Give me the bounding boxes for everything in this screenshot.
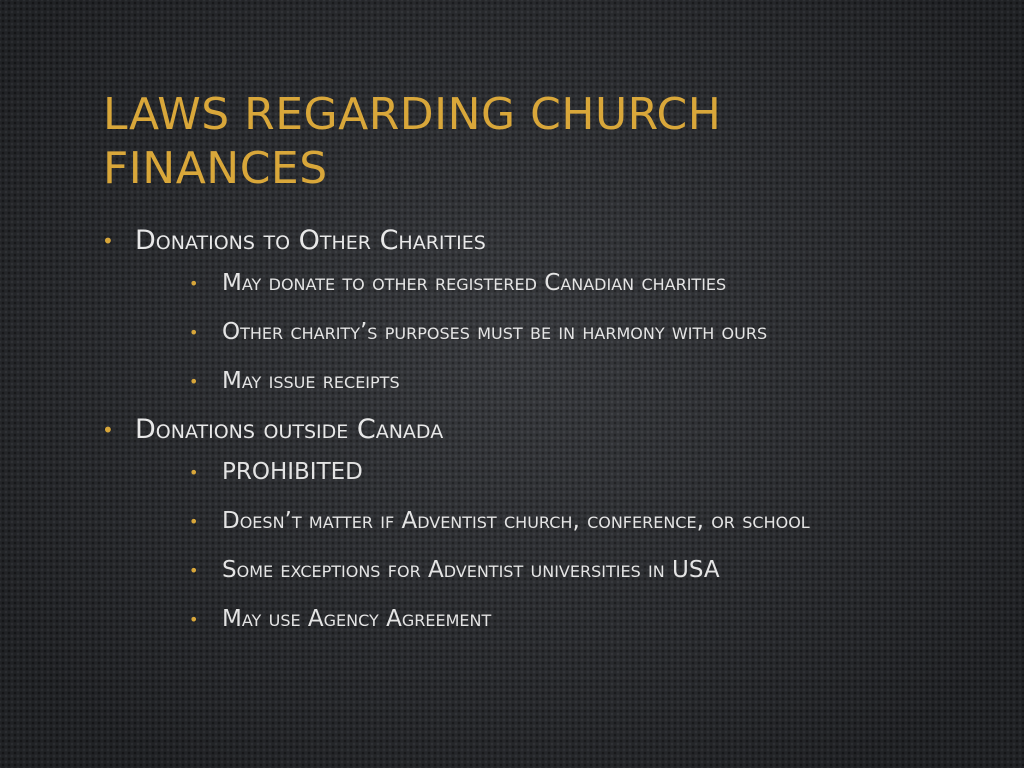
bullet-icon: • [102,418,114,442]
sub-bullet-list [135,457,930,635]
sub-bullet-item [135,268,930,299]
bullet-heading: Donations to Other Charities [135,225,486,256]
sub-bullet-text: Other charity’s purposes must be in harmony with ours [222,319,768,345]
bullet-item-donations-outside-canada [100,411,930,635]
bullet-item-donations-other-charities [100,222,930,397]
bullet-list [100,222,930,635]
sub-bullet-item [135,555,930,586]
bullet-icon: • [189,274,199,293]
slide-content [100,222,930,635]
bullet-icon: • [189,610,199,629]
sub-bullet-item [135,317,930,348]
sub-bullet-text: May donate to other registered Canadian charities [222,270,727,296]
bullet-icon: • [189,372,199,391]
sub-bullet-text: PROHIBITED [222,459,363,485]
bullet-icon: • [189,512,199,531]
sub-bullet-text: May issue receipts [222,368,400,394]
bullet-heading: Donations outside Canada [135,414,444,445]
bullet-icon: • [189,561,199,580]
slide-title: LAWS REGARDING CHURCH FINANCES [103,89,722,194]
sub-bullet-item [135,604,930,635]
bullet-icon: • [189,323,199,342]
sub-bullet-text: Some exceptions for Adventist universities in USA [222,557,720,583]
bullet-icon: • [102,229,114,253]
bullet-icon: • [189,463,199,482]
sub-bullet-item [135,366,930,397]
sub-bullet-text: May use Agency Agreement [222,606,492,632]
sub-bullet-item [135,457,930,488]
sub-bullet-item [135,506,930,537]
sub-bullet-list [135,268,930,397]
sub-bullet-text: Doesn’t matter if Adventist church, conference, or school [222,508,810,534]
